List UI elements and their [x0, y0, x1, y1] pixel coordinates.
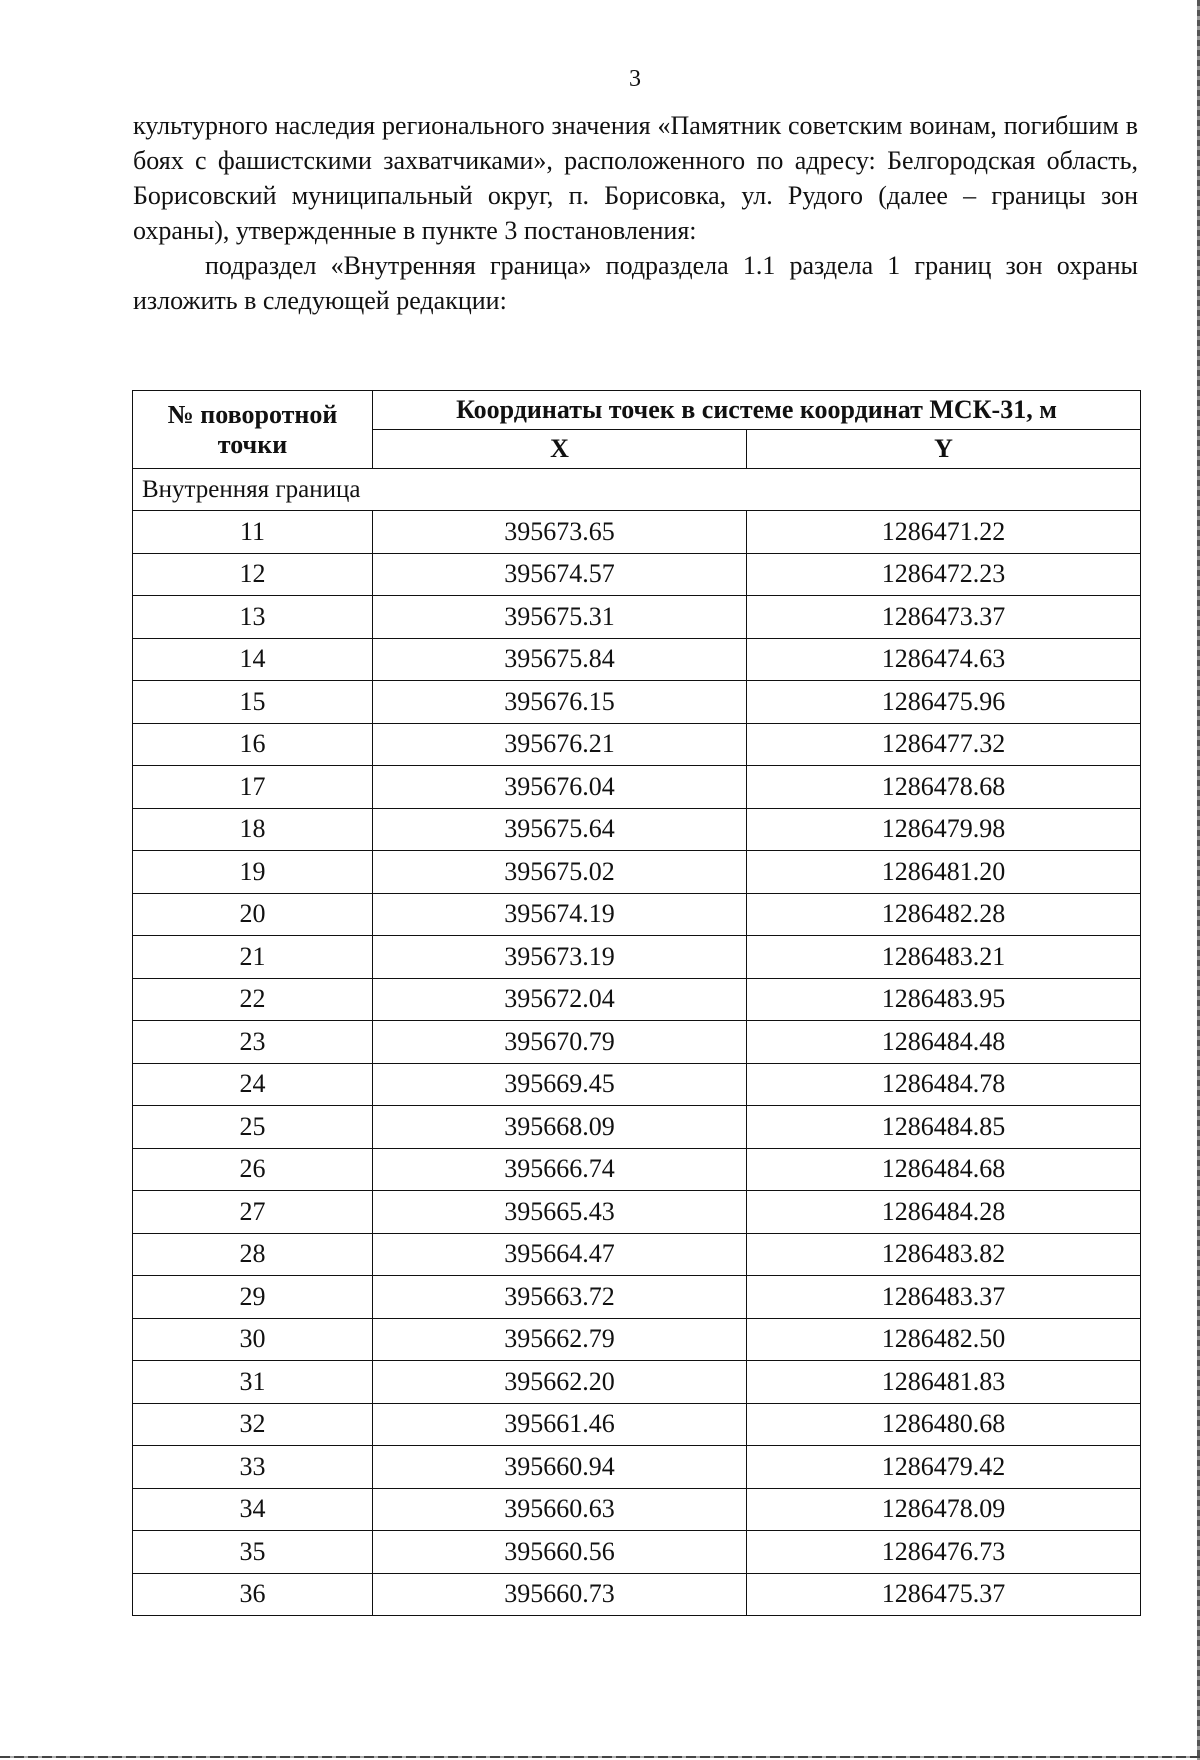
y-coordinate-cell: 1286484.68	[747, 1148, 1141, 1191]
point-number-cell: 20	[133, 893, 373, 936]
point-number-cell: 18	[133, 808, 373, 851]
body-text	[133, 108, 1138, 318]
y-coordinate-cell: 1286473.37	[747, 596, 1141, 639]
table-row	[133, 808, 1141, 851]
x-coordinate-cell: 395665.43	[373, 1191, 747, 1234]
paragraph-continuation: культурного наследия регионального значения «Памятник советским воинам, погибшим в боях с фашистскими захватчиками», расположенного по адресу: Белгородская область, Борисовский муниципальный округ, п. Борисовка, ул. Рудого (далее – границы зон охраны), утвержденные в пункте 3 постановления:	[133, 111, 1138, 245]
y-coordinate-cell: 1286483.95	[747, 978, 1141, 1021]
y-coordinate-cell: 1286483.82	[747, 1233, 1141, 1276]
table-row	[133, 978, 1141, 1021]
table-row	[133, 1403, 1141, 1446]
table-row	[133, 1446, 1141, 1489]
x-coordinate-cell: 395660.56	[373, 1531, 747, 1574]
y-coordinate-cell: 1286478.09	[747, 1488, 1141, 1531]
table-row	[133, 1318, 1141, 1361]
x-coordinate-cell: 395663.72	[373, 1276, 747, 1319]
x-coordinate-cell: 395676.04	[373, 766, 747, 809]
point-number-cell: 36	[133, 1573, 373, 1616]
y-coordinate-cell: 1286484.85	[747, 1106, 1141, 1149]
x-coordinate-cell: 395676.15	[373, 681, 747, 724]
header-coordinates: Координаты точек в системе координат МСК-31, м	[373, 391, 1141, 430]
y-coordinate-cell: 1286482.28	[747, 893, 1141, 936]
point-number-cell: 28	[133, 1233, 373, 1276]
y-coordinate-cell: 1286484.28	[747, 1191, 1141, 1234]
x-coordinate-cell: 395666.74	[373, 1148, 747, 1191]
point-number-cell: 12	[133, 553, 373, 596]
table-row	[133, 1233, 1141, 1276]
table-row	[133, 1361, 1141, 1404]
point-number-cell: 16	[133, 723, 373, 766]
table-body	[133, 469, 1141, 1616]
coordinates-table	[132, 390, 1141, 1616]
table-row	[133, 1531, 1141, 1574]
x-coordinate-cell: 395661.46	[373, 1403, 747, 1446]
x-coordinate-cell: 395673.65	[373, 511, 747, 554]
x-coordinate-cell: 395674.19	[373, 893, 747, 936]
point-number-cell: 30	[133, 1318, 373, 1361]
table-row	[133, 1573, 1141, 1616]
y-coordinate-cell: 1286479.98	[747, 808, 1141, 851]
x-coordinate-cell: 395660.63	[373, 1488, 747, 1531]
x-coordinate-cell: 395675.02	[373, 851, 747, 894]
point-number-cell: 15	[133, 681, 373, 724]
x-coordinate-cell: 395668.09	[373, 1106, 747, 1149]
page-number: 3	[629, 66, 641, 92]
point-number-cell: 33	[133, 1446, 373, 1489]
point-number-cell: 27	[133, 1191, 373, 1234]
x-coordinate-cell: 395676.21	[373, 723, 747, 766]
x-coordinate-cell: 395669.45	[373, 1063, 747, 1106]
table-row	[133, 851, 1141, 894]
point-number-cell: 13	[133, 596, 373, 639]
y-coordinate-cell: 1286480.68	[747, 1403, 1141, 1446]
x-coordinate-cell: 395662.20	[373, 1361, 747, 1404]
table-row	[133, 681, 1141, 724]
y-coordinate-cell: 1286483.21	[747, 936, 1141, 979]
table-row	[133, 893, 1141, 936]
table-row	[133, 1106, 1141, 1149]
x-coordinate-cell: 395674.57	[373, 553, 747, 596]
point-number-cell: 34	[133, 1488, 373, 1531]
x-coordinate-cell: 395675.64	[373, 808, 747, 851]
y-coordinate-cell: 1286472.23	[747, 553, 1141, 596]
point-number-cell: 35	[133, 1531, 373, 1574]
y-coordinate-cell: 1286478.68	[747, 766, 1141, 809]
x-coordinate-cell: 395660.94	[373, 1446, 747, 1489]
x-coordinate-cell: 395673.19	[373, 936, 747, 979]
x-coordinate-cell: 395670.79	[373, 1021, 747, 1064]
point-number-cell: 26	[133, 1148, 373, 1191]
x-coordinate-cell: 395672.04	[373, 978, 747, 1021]
y-coordinate-cell: 1286481.20	[747, 851, 1141, 894]
point-number-cell: 24	[133, 1063, 373, 1106]
y-coordinate-cell: 1286479.42	[747, 1446, 1141, 1489]
table-row	[133, 1191, 1141, 1234]
point-number-cell: 21	[133, 936, 373, 979]
section-label: Внутренняя граница	[133, 469, 1141, 511]
x-coordinate-cell: 395660.73	[373, 1573, 747, 1616]
table-row	[133, 511, 1141, 554]
header-y: Y	[747, 430, 1141, 469]
y-coordinate-cell: 1286477.32	[747, 723, 1141, 766]
table-row	[133, 1021, 1141, 1064]
table-row	[133, 596, 1141, 639]
point-number-cell: 19	[133, 851, 373, 894]
scan-edge-bottom	[0, 1756, 1200, 1758]
point-number-cell: 17	[133, 766, 373, 809]
x-coordinate-cell: 395664.47	[373, 1233, 747, 1276]
header-x: X	[373, 430, 747, 469]
y-coordinate-cell: 1286474.63	[747, 638, 1141, 681]
table-row	[133, 1488, 1141, 1531]
table-row	[133, 936, 1141, 979]
y-coordinate-cell: 1286483.37	[747, 1276, 1141, 1319]
x-coordinate-cell: 395662.79	[373, 1318, 747, 1361]
y-coordinate-cell: 1286471.22	[747, 511, 1141, 554]
point-number-cell: 29	[133, 1276, 373, 1319]
y-coordinate-cell: 1286482.50	[747, 1318, 1141, 1361]
table-row	[133, 766, 1141, 809]
point-number-cell: 22	[133, 978, 373, 1021]
table-row	[133, 723, 1141, 766]
section-row	[133, 469, 1141, 511]
point-number-cell: 23	[133, 1021, 373, 1064]
point-number-cell: 32	[133, 1403, 373, 1446]
point-number-cell: 25	[133, 1106, 373, 1149]
y-coordinate-cell: 1286484.78	[747, 1063, 1141, 1106]
point-number-cell: 31	[133, 1361, 373, 1404]
y-coordinate-cell: 1286475.37	[747, 1573, 1141, 1616]
point-number-cell: 14	[133, 638, 373, 681]
y-coordinate-cell: 1286475.96	[747, 681, 1141, 724]
y-coordinate-cell: 1286476.73	[747, 1531, 1141, 1574]
table-row	[133, 1148, 1141, 1191]
table-row	[133, 1063, 1141, 1106]
y-coordinate-cell: 1286484.48	[747, 1021, 1141, 1064]
x-coordinate-cell: 395675.84	[373, 638, 747, 681]
paragraph-amendment: подраздел «Внутренняя граница» подраздела 1.1 раздела 1 границ зон охраны изложить в следующей редакции:	[133, 251, 1138, 315]
point-number-cell: 11	[133, 511, 373, 554]
x-coordinate-cell: 395675.31	[373, 596, 747, 639]
header-point-number: № поворотной точки	[133, 391, 373, 469]
table-row	[133, 638, 1141, 681]
table-row	[133, 553, 1141, 596]
table-row	[133, 1276, 1141, 1319]
y-coordinate-cell: 1286481.83	[747, 1361, 1141, 1404]
